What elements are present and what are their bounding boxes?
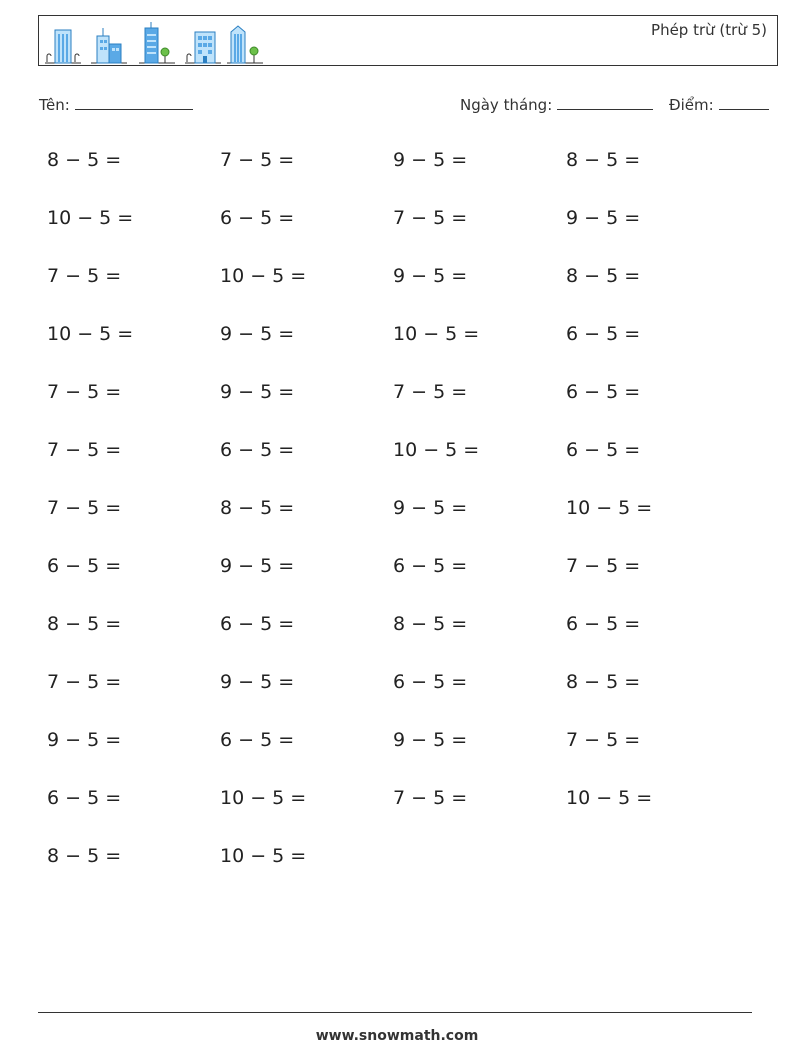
problem-item: 9 − 5 = [393, 729, 468, 751]
problem-item: 10 − 5 = [220, 787, 307, 809]
student-info-row [39, 94, 771, 118]
score-field [669, 94, 769, 114]
building-icon-3 [137, 22, 177, 64]
problem-item: 9 − 5 = [220, 671, 295, 693]
problem-item: 6 − 5 = [220, 729, 295, 751]
name-field [39, 94, 193, 114]
problem-item: 6 − 5 = [393, 671, 468, 693]
problem-item: 9 − 5 = [393, 265, 468, 287]
footer-divider [38, 1012, 752, 1013]
problem-item: 7 − 5 = [47, 497, 122, 519]
problem-item: 8 − 5 = [566, 265, 641, 287]
problem-item: 9 − 5 = [393, 149, 468, 171]
problem-item: 7 − 5 = [47, 265, 122, 287]
problem-item: 8 − 5 = [47, 613, 122, 635]
building-icon-4 [183, 22, 223, 64]
problem-item: 7 − 5 = [47, 381, 122, 403]
problem-item: 6 − 5 = [393, 555, 468, 577]
problem-item: 10 − 5 = [220, 845, 307, 867]
problem-item: 7 − 5 = [566, 729, 641, 751]
problem-item: 6 − 5 = [566, 613, 641, 635]
problem-item: 10 − 5 = [566, 787, 653, 809]
name-label: Tên: [39, 96, 70, 114]
problem-item: 9 − 5 = [220, 323, 295, 345]
problem-item: 7 − 5 = [566, 555, 641, 577]
problem-item: 10 − 5 = [393, 323, 480, 345]
worksheet-header [38, 15, 778, 66]
problem-item: 7 − 5 = [47, 671, 122, 693]
score-label: Điểm: [669, 96, 714, 114]
problem-item: 8 − 5 = [220, 497, 295, 519]
problem-item: 6 − 5 = [220, 613, 295, 635]
date-blank[interactable] [557, 94, 653, 110]
problem-item: 9 − 5 = [566, 207, 641, 229]
footer-url: www.snowmath.com [315, 1028, 479, 1044]
problem-item: 10 − 5 = [220, 265, 307, 287]
building-icon-2 [89, 22, 129, 64]
problem-item: 9 − 5 = [47, 729, 122, 751]
problem-item: 8 − 5 = [47, 149, 122, 171]
building-icon-1 [43, 22, 83, 64]
worksheet-title: Phép trừ (trừ 5) [651, 21, 767, 39]
problem-item: 7 − 5 = [220, 149, 295, 171]
problem-item: 6 − 5 = [566, 381, 641, 403]
problem-item: 6 − 5 = [47, 787, 122, 809]
problem-item: 6 − 5 = [566, 323, 641, 345]
problem-item: 9 − 5 = [220, 381, 295, 403]
name-blank[interactable] [75, 94, 193, 110]
problem-item: 7 − 5 = [393, 207, 468, 229]
problem-item: 8 − 5 = [47, 845, 122, 867]
problem-item: 10 − 5 = [47, 323, 134, 345]
problem-item: 7 − 5 = [393, 787, 468, 809]
problem-item: 7 − 5 = [393, 381, 468, 403]
problem-item: 6 − 5 = [220, 439, 295, 461]
problem-item: 9 − 5 = [220, 555, 295, 577]
problem-item: 10 − 5 = [393, 439, 480, 461]
problem-item: 9 − 5 = [393, 497, 468, 519]
problem-item: 7 − 5 = [47, 439, 122, 461]
problem-item: 6 − 5 = [566, 439, 641, 461]
problem-item: 6 − 5 = [47, 555, 122, 577]
problem-item: 10 − 5 = [47, 207, 134, 229]
problem-item: 8 − 5 = [566, 149, 641, 171]
date-field [460, 94, 653, 114]
problem-item: 10 − 5 = [566, 497, 653, 519]
problem-item: 8 − 5 = [566, 671, 641, 693]
date-label: Ngày tháng: [460, 96, 553, 114]
building-icon-5 [225, 22, 265, 64]
score-blank[interactable] [719, 94, 769, 110]
problem-item: 8 − 5 = [393, 613, 468, 635]
problem-item: 6 − 5 = [220, 207, 295, 229]
